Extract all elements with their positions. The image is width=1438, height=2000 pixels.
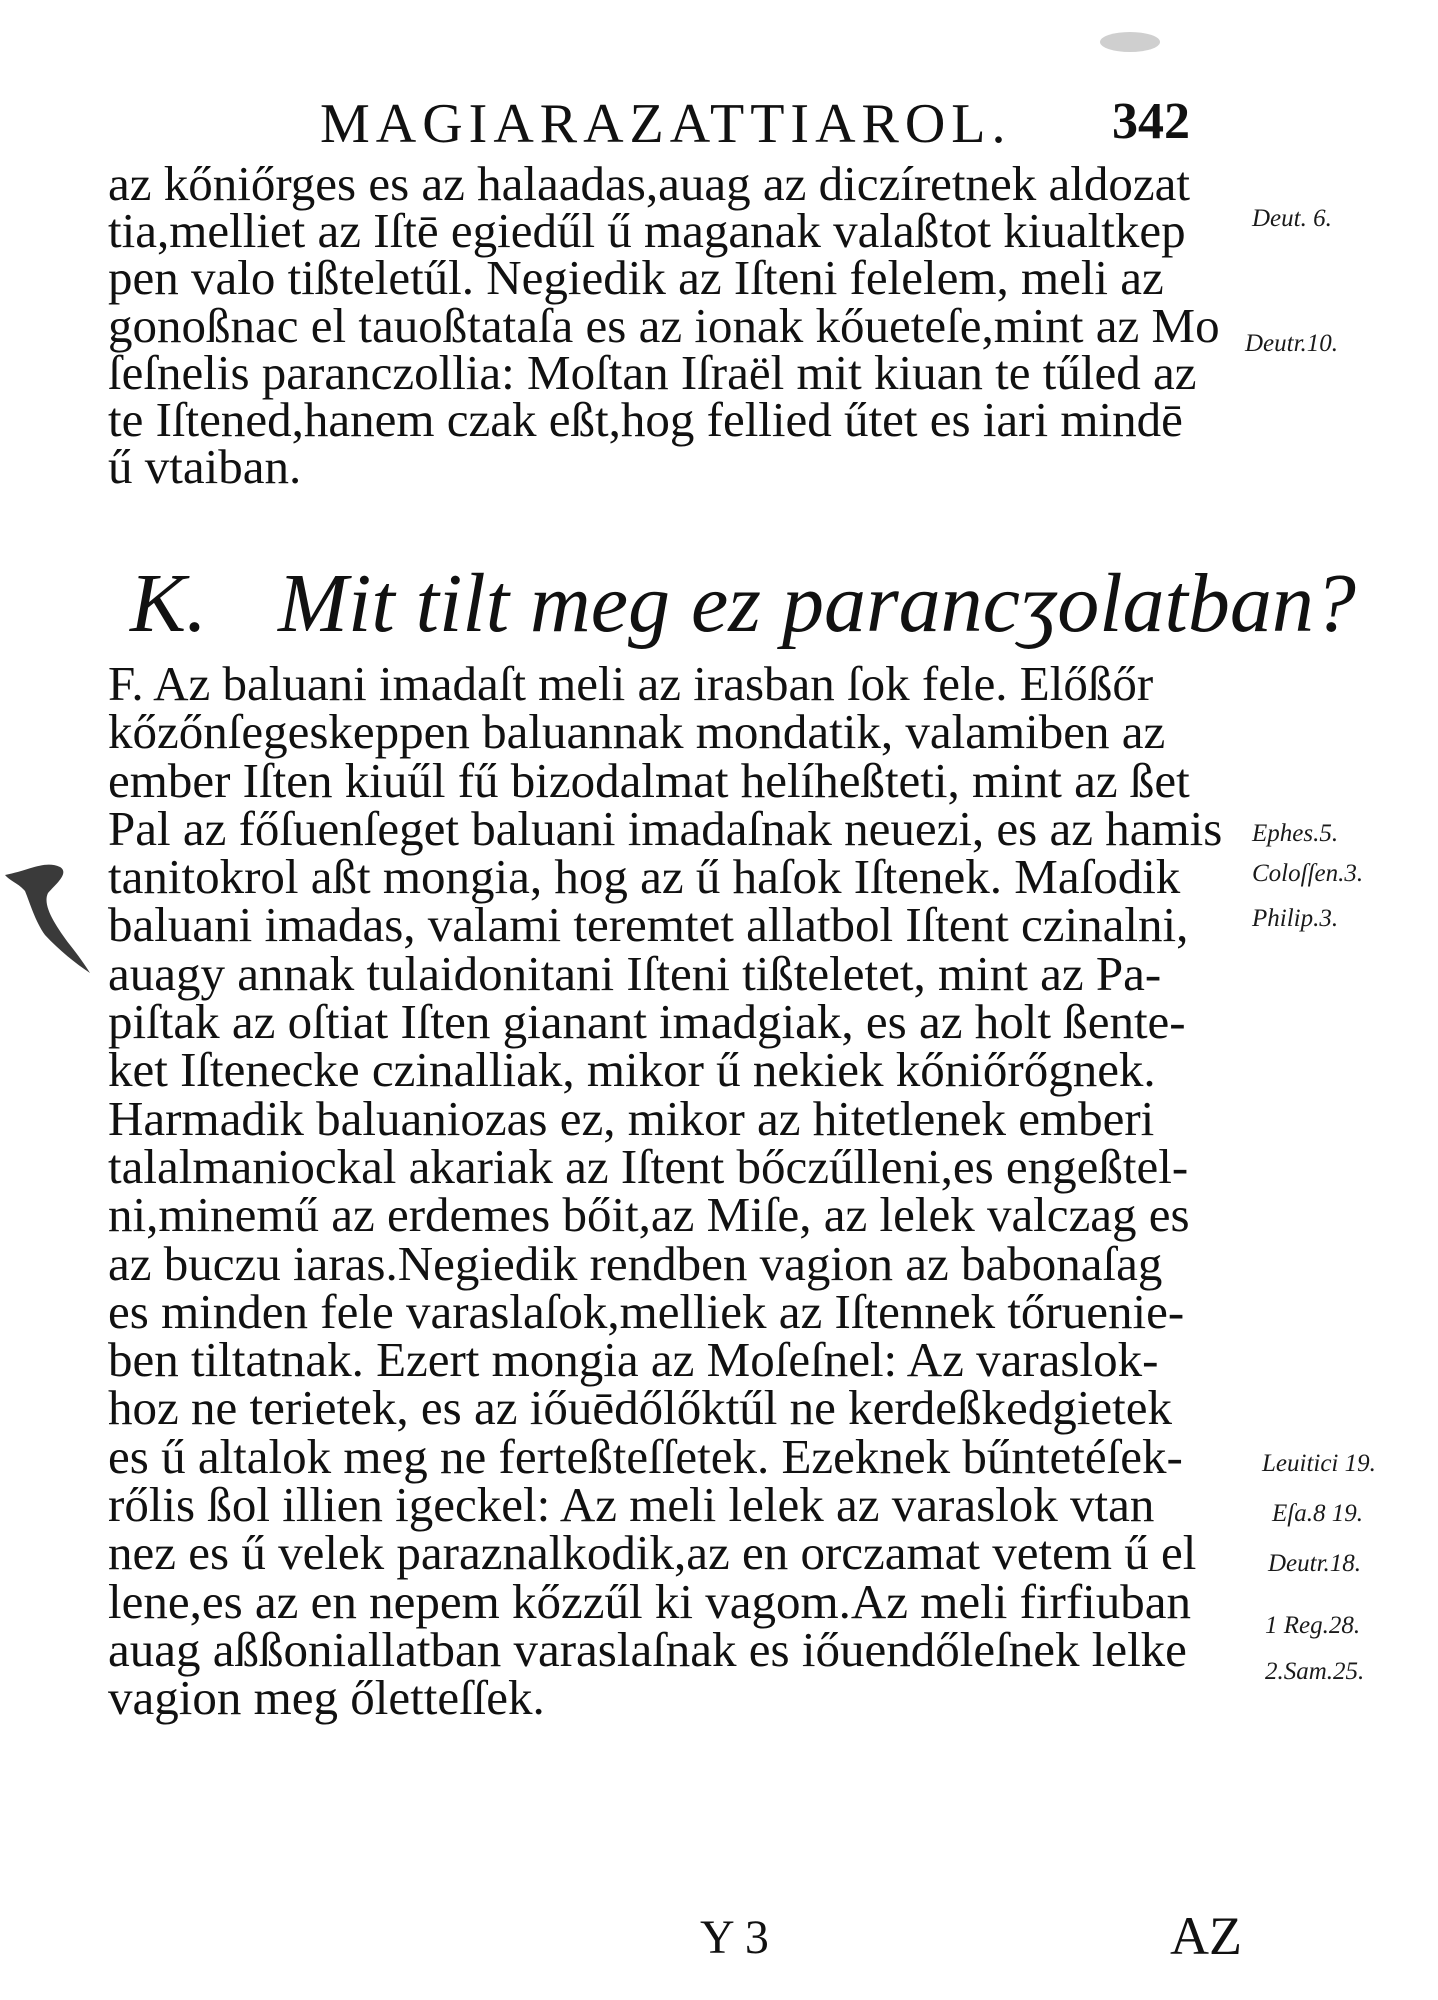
text-line: ben tiltatnak. Ezert mongia az Moſeſnel: Az varaslok- — [108, 1332, 1159, 1388]
text-line: F. Az baluani imadaſt meli az irasban ſok fele. Előßőr — [108, 656, 1154, 711]
text-line: az kőniőrges es az halaadas,auag az diczíretnek aldozat — [108, 156, 1190, 211]
text-line: es ű altalok meg ne ferteßteſſetek. Ezeknek bűntetéſek- — [108, 1428, 1183, 1484]
catchword: AZ — [1170, 1906, 1242, 1966]
text-line: es minden fele varaslaſok,melliek az Iſtennek tőruenie- — [108, 1283, 1185, 1339]
text-line: gonoßnac el tauoßtataſa es az ionak kőueteſe,mint az Mo — [108, 297, 1220, 353]
text-line: ű vtaiban. — [108, 439, 302, 495]
margin-note: Leuitici 19. — [1262, 1450, 1376, 1477]
text-line: rőlis ßol illien igeckel: Az meli lelek az varaslok vtan — [108, 1477, 1155, 1533]
text-line: piſtak az oſtiat Iſten gianant imadgiak, es az holt ßente- — [108, 994, 1186, 1050]
text-line: kőzőnſegeskeppen baluannak mondatik, valamiben az — [108, 704, 1166, 760]
margin-note: 2.Sam.25. — [1265, 1658, 1365, 1685]
question-text: Mit tilt meg ez parancʒolatban? — [278, 557, 1356, 650]
ink-stain — [0, 855, 100, 975]
margin-note: Deut. 6. — [1252, 205, 1332, 232]
page-number: 342 — [1112, 93, 1190, 150]
margin-note: Coloſſen.3. — [1252, 860, 1364, 887]
running-head: MAGIARAZATTIAROL. — [320, 93, 1012, 155]
margin-note: Deutr.10. — [1245, 330, 1339, 357]
margin-note: Ephes.5. — [1252, 820, 1339, 847]
signature-mark: Y 3 — [700, 1911, 769, 1964]
margin-note: Philip.3. — [1252, 905, 1339, 932]
text-line: ſeſnelis paranczollia: Moſtan Iſraël mit kiuan te tűled az — [108, 344, 1197, 400]
margin-note: Eſa.8 19. — [1272, 1500, 1363, 1527]
margin-note: 1 Reg.28. — [1265, 1612, 1361, 1639]
text-line: Harmadik baluaniozas ez, mikor az hitetlenek emberi — [108, 1090, 1155, 1146]
text-line: tanitokrol aßt mongia, hog az ű haſok Iſtenek. Maſodik — [108, 849, 1181, 905]
question-letter: K. — [130, 557, 208, 650]
text-line: vagion meg őletteſſek. — [108, 1670, 545, 1726]
text-line: baluani imadas, valami teremtet allatbol Iſtent czinalni, — [108, 897, 1189, 953]
paragraph-top — [108, 156, 1243, 495]
text-line: ni,minemű az erdemes bőit,az Miſe, az lelek valczag es — [108, 1187, 1190, 1243]
ink-smudge — [1090, 20, 1170, 60]
question-heading — [130, 555, 1356, 652]
text-line: auag aßßoniallatban varaslaſnak es iőuendőleſnek lelke — [108, 1621, 1187, 1677]
text-line: talalmaniockal akariak az Iſtent bőczűlleni,es engeßtel- — [108, 1138, 1189, 1194]
text-line: az buczu iaras.Negiedik rendben vagion az babonaſag — [108, 1235, 1163, 1291]
text-line: auagy annak tulaidonitani Iſteni tißteletet, mint az Pa- — [108, 945, 1162, 1001]
text-line: ember Iſten kiuűl fű bizodalmat helíheßteti, mint az ßet — [108, 752, 1190, 808]
text-line: tia,melliet az Iſtē egiedűl ű maganak valaßtot kiualtkep — [108, 203, 1186, 259]
margin-note: Deutr.18. — [1268, 1550, 1362, 1577]
text-line: te Iſtened,hanem czak eßt,hog fellied űtet es iari mindē — [108, 391, 1183, 447]
paragraph-answer — [108, 656, 1243, 1726]
text-line: pen valo tißteletűl. Negiedik az Iſteni felelem, meli az — [108, 250, 1164, 306]
text-line: ket Iſtenecke czinalliak, mikor ű nekiek kőniőrőgnek. — [108, 1042, 1156, 1098]
text-line: hoz ne terietek, es az iőuēdőlőktűl ne kerdeßkedgietek — [108, 1380, 1172, 1436]
text-line: lene,es az en nepem kőzzűl ki vagom.Az meli firfiuban — [108, 1573, 1192, 1629]
text-line: Pal az főſuenſeget baluani imadaſnak neuezi, es az hamis — [108, 800, 1223, 856]
text-line: nez es ű velek paraznalkodik,az en orczamat vetem ű el — [108, 1525, 1197, 1581]
